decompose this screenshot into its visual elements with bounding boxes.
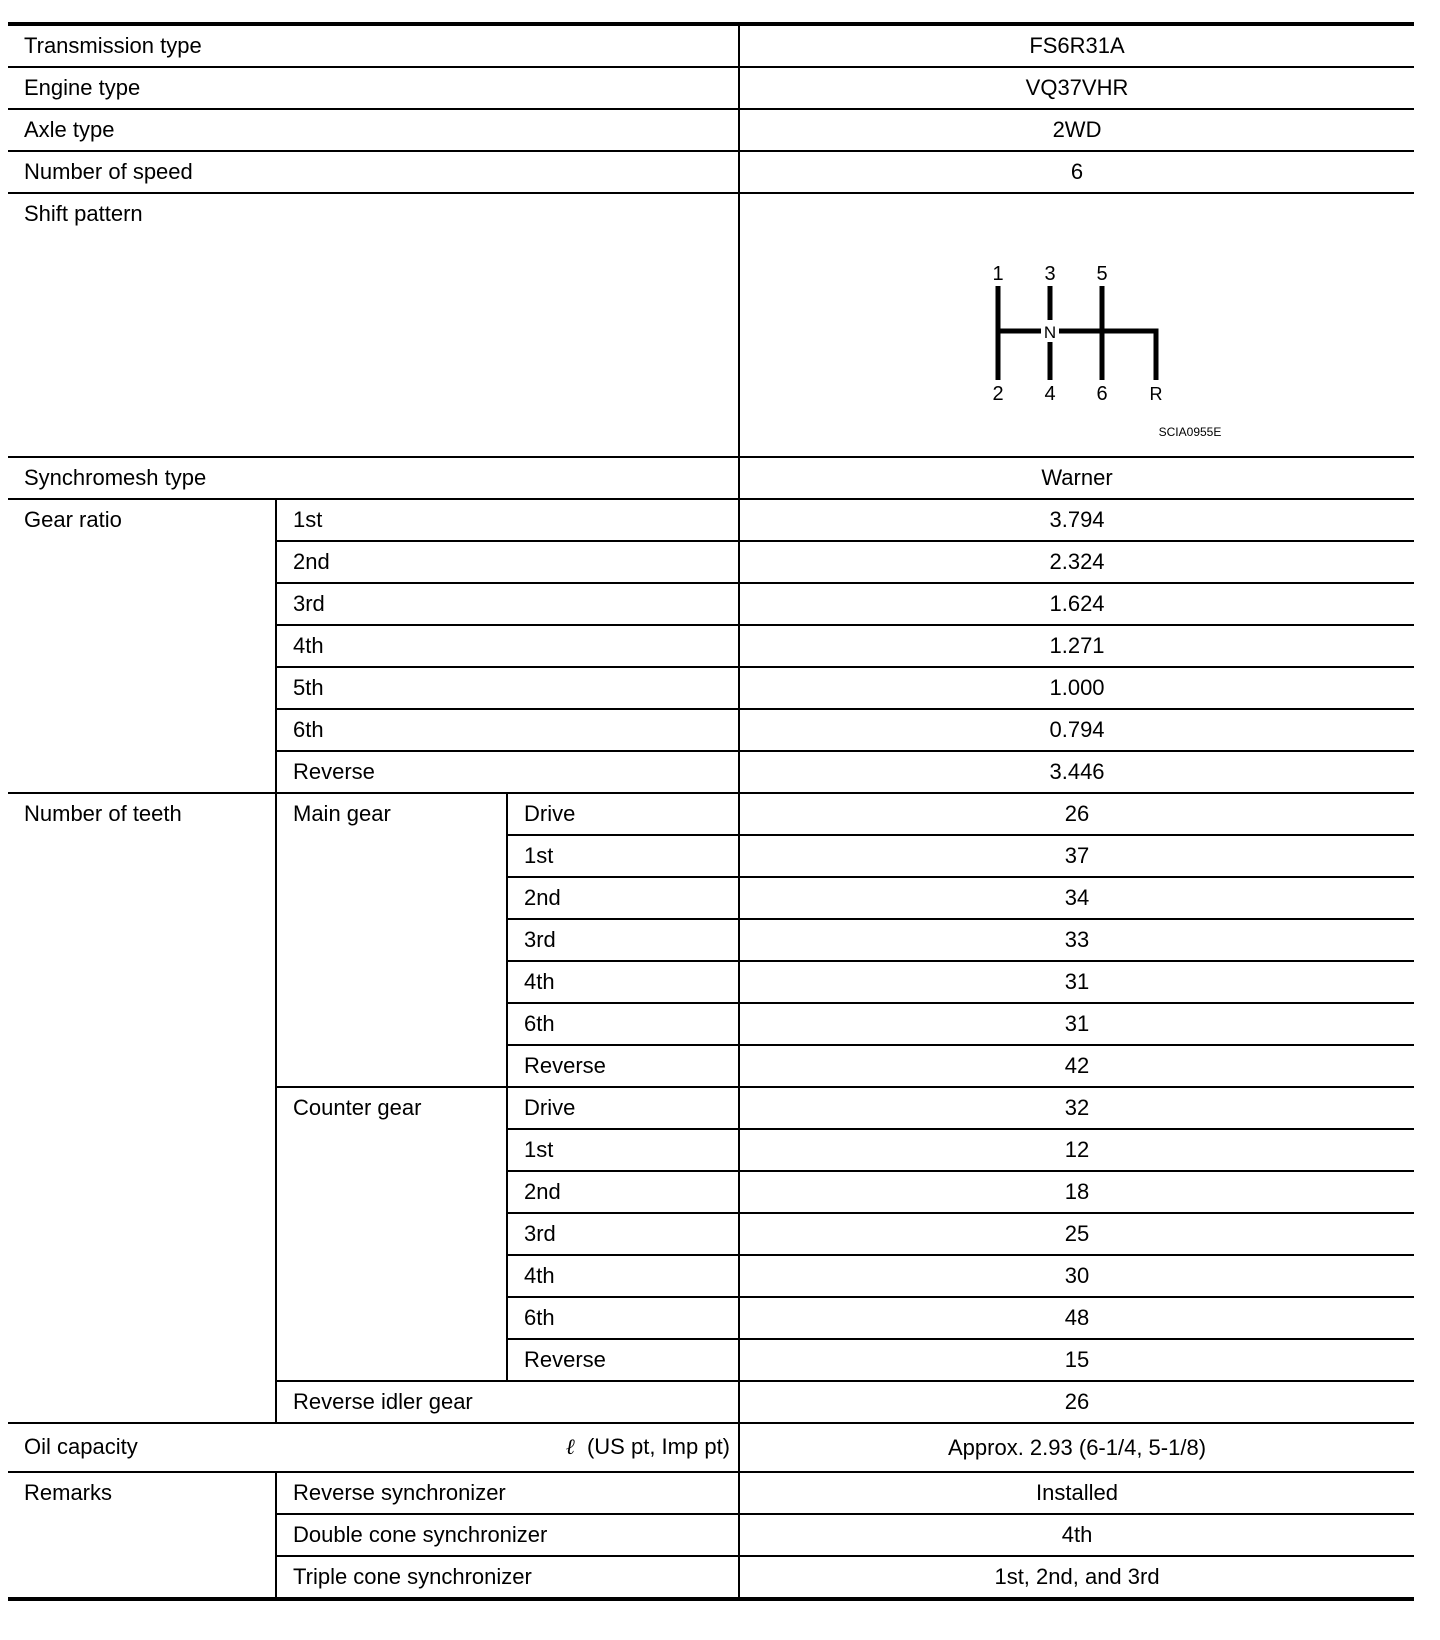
main-gear-item: 6th bbox=[507, 1003, 739, 1045]
label-transmission-type: Transmission type bbox=[8, 24, 739, 67]
gear-ratio-gear: 2nd bbox=[276, 541, 739, 583]
label-number-of-teeth: Number of teeth bbox=[8, 793, 276, 1423]
counter-gear-teeth: 18 bbox=[739, 1171, 1414, 1213]
counter-gear-teeth: 32 bbox=[739, 1087, 1414, 1129]
label-shift-pattern: Shift pattern bbox=[8, 193, 739, 457]
remark-item: Triple cone synchronizer bbox=[276, 1556, 739, 1599]
gear-ratio-value: 1.271 bbox=[739, 625, 1414, 667]
row-axle-type bbox=[8, 109, 1414, 151]
gear-ratio-value: 3.446 bbox=[739, 751, 1414, 793]
value-synchromesh-type: Warner bbox=[739, 457, 1414, 499]
shift-label-5: 5 bbox=[1096, 263, 1108, 285]
value-number-of-speed: 6 bbox=[739, 151, 1414, 193]
label-engine-type: Engine type bbox=[8, 67, 739, 109]
shift-label-4: 4 bbox=[1044, 383, 1056, 405]
gear-ratio-value: 3.794 bbox=[739, 499, 1414, 541]
table-row bbox=[8, 499, 1414, 541]
row-synchromesh-type bbox=[8, 457, 1414, 499]
label-synchromesh-type: Synchromesh type bbox=[8, 457, 739, 499]
shift-label-1: 1 bbox=[992, 263, 1004, 285]
gear-ratio-gear: 1st bbox=[276, 499, 739, 541]
gear-ratio-gear: 5th bbox=[276, 667, 739, 709]
gear-ratio-gear: Reverse bbox=[276, 751, 739, 793]
gear-ratio-value: 2.324 bbox=[739, 541, 1414, 583]
shift-label-2: 2 bbox=[992, 383, 1004, 405]
remark-value: 1st, 2nd, and 3rd bbox=[739, 1556, 1414, 1599]
main-gear-teeth: 42 bbox=[739, 1045, 1414, 1087]
gate-line-neutral-right-reverse bbox=[1059, 331, 1156, 380]
gear-ratio-gear: 6th bbox=[276, 709, 739, 751]
shift-label-3: 3 bbox=[1044, 263, 1056, 285]
counter-gear-item: 2nd bbox=[507, 1171, 739, 1213]
main-gear-teeth: 33 bbox=[739, 919, 1414, 961]
counter-gear-item: 4th bbox=[507, 1255, 739, 1297]
oil-capacity-unit-wrapper bbox=[566, 1424, 738, 1471]
main-gear-item: 4th bbox=[507, 961, 739, 1003]
gear-ratio-value: 1.624 bbox=[739, 583, 1414, 625]
label-gear-ratio: Gear ratio bbox=[8, 499, 276, 793]
figure-code: SCIA0955E bbox=[1158, 425, 1222, 439]
main-gear-item: Reverse bbox=[507, 1045, 739, 1087]
shift-pattern-diagram bbox=[740, 194, 1415, 456]
oil-capacity-unit: (US pt, Imp pt) bbox=[586, 1434, 731, 1459]
row-oil-capacity bbox=[8, 1423, 1414, 1472]
value-reverse-idler-gear: 26 bbox=[739, 1381, 1414, 1423]
main-gear-item: 3rd bbox=[507, 919, 739, 961]
remark-value: Installed bbox=[739, 1472, 1414, 1514]
gear-ratio-gear: 3rd bbox=[276, 583, 739, 625]
value-oil-capacity: Approx. 2.93 (6-1/4, 5-1/8) bbox=[739, 1423, 1414, 1472]
table-row bbox=[8, 1472, 1414, 1514]
shift-label-6: 6 bbox=[1096, 383, 1108, 405]
main-gear-teeth: 31 bbox=[739, 961, 1414, 1003]
main-gear-item: 1st bbox=[507, 835, 739, 877]
label-oil-capacity bbox=[8, 1423, 739, 1472]
row-number-of-speed bbox=[8, 151, 1414, 193]
value-engine-type: VQ37VHR bbox=[739, 67, 1414, 109]
gear-ratio-value: 0.794 bbox=[739, 709, 1414, 751]
table-row bbox=[8, 793, 1414, 835]
label-counter-gear: Counter gear bbox=[276, 1087, 507, 1381]
counter-gear-teeth: 25 bbox=[739, 1213, 1414, 1255]
main-gear-teeth: 31 bbox=[739, 1003, 1414, 1045]
value-transmission-type: FS6R31A bbox=[739, 24, 1414, 67]
shift-label-reverse: R bbox=[1149, 384, 1163, 404]
shift-label-neutral: N bbox=[1043, 323, 1057, 342]
oil-capacity-label: Oil capacity bbox=[24, 1434, 138, 1459]
row-transmission-type bbox=[8, 24, 1414, 67]
label-axle-type: Axle type bbox=[8, 109, 739, 151]
counter-gear-item: 6th bbox=[507, 1297, 739, 1339]
value-axle-type: 2WD bbox=[739, 109, 1414, 151]
counter-gear-item: 3rd bbox=[507, 1213, 739, 1255]
remark-value: 4th bbox=[739, 1514, 1414, 1556]
counter-gear-teeth: 12 bbox=[739, 1129, 1414, 1171]
main-gear-teeth: 26 bbox=[739, 793, 1414, 835]
specification-table bbox=[8, 22, 1414, 1601]
liter-symbol: ℓ bbox=[565, 1435, 575, 1460]
label-main-gear: Main gear bbox=[276, 793, 507, 1087]
counter-gear-teeth: 30 bbox=[739, 1255, 1414, 1297]
counter-gear-teeth: 48 bbox=[739, 1297, 1414, 1339]
shift-pattern-cell bbox=[739, 193, 1414, 457]
row-engine-type bbox=[8, 67, 1414, 109]
row-shift-pattern bbox=[8, 193, 1414, 457]
main-gear-teeth: 34 bbox=[739, 877, 1414, 919]
label-remarks: Remarks bbox=[8, 1472, 276, 1599]
remark-item: Reverse synchronizer bbox=[276, 1472, 739, 1514]
counter-gear-item: Reverse bbox=[507, 1339, 739, 1381]
label-reverse-idler-gear: Reverse idler gear bbox=[276, 1381, 739, 1423]
counter-gear-item: Drive bbox=[507, 1087, 739, 1129]
main-gear-item: Drive bbox=[507, 793, 739, 835]
gear-ratio-gear: 4th bbox=[276, 625, 739, 667]
main-gear-item: 2nd bbox=[507, 877, 739, 919]
gear-ratio-value: 1.000 bbox=[739, 667, 1414, 709]
counter-gear-item: 1st bbox=[507, 1129, 739, 1171]
remark-item: Double cone synchronizer bbox=[276, 1514, 739, 1556]
main-gear-teeth: 37 bbox=[739, 835, 1414, 877]
label-number-of-speed: Number of speed bbox=[8, 151, 739, 193]
counter-gear-teeth: 15 bbox=[739, 1339, 1414, 1381]
